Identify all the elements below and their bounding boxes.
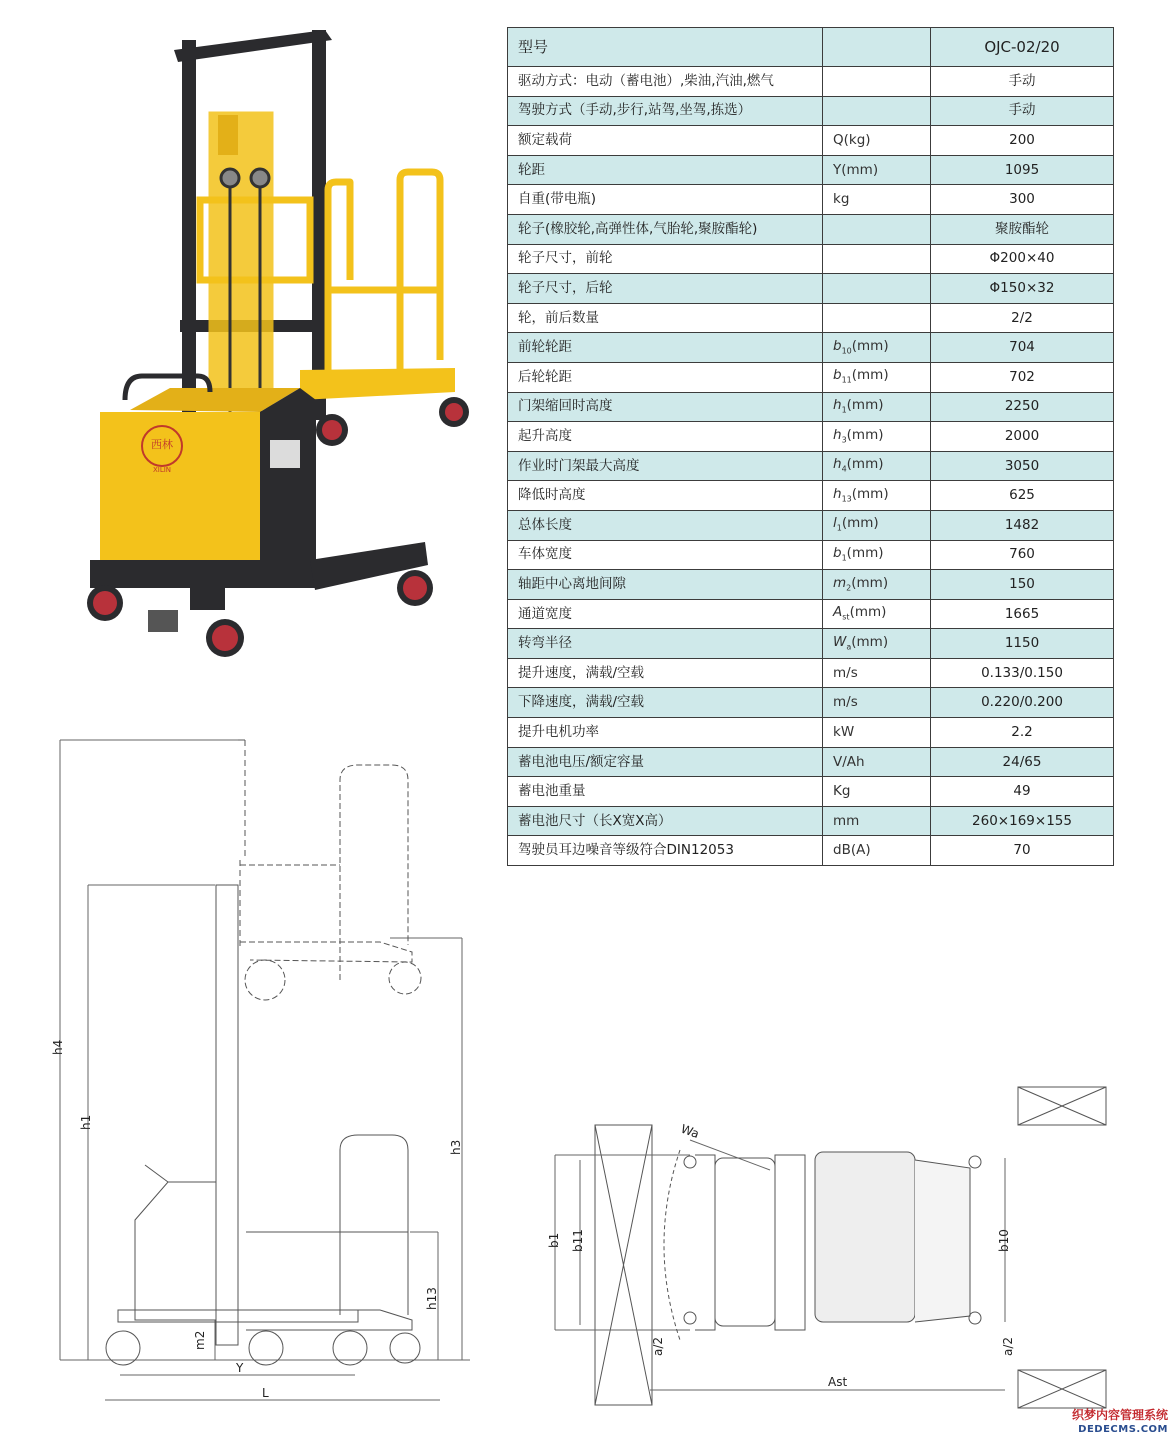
spec-label: 驾驶员耳边噪音等级符合DIN12053 bbox=[508, 836, 823, 866]
spec-label: 轮距 bbox=[508, 155, 823, 185]
spec-value: 70 bbox=[931, 836, 1114, 866]
spec-row bbox=[508, 540, 1114, 570]
platform-guardrail bbox=[328, 172, 440, 370]
spec-label: 门架缩回时高度 bbox=[508, 392, 823, 422]
spec-row bbox=[508, 67, 1114, 97]
spec-symbol: m bbox=[833, 574, 847, 591]
spec-value: 聚胺酯轮 bbox=[931, 214, 1114, 244]
spec-unit bbox=[823, 274, 931, 304]
spec-row bbox=[508, 96, 1114, 126]
hydraulic-cylinder bbox=[218, 115, 238, 155]
side-view-drawing bbox=[40, 720, 500, 1420]
spec-label: 作业时门架最大高度 bbox=[508, 451, 823, 481]
spec-label: 轮，前后数量 bbox=[508, 303, 823, 333]
spec-symbol-sub: a bbox=[846, 642, 852, 652]
spec-unit bbox=[823, 422, 931, 452]
spec-unit-text: kg bbox=[833, 191, 850, 208]
spec-unit-text: (mm) bbox=[851, 367, 889, 384]
spec-label: 转弯半径 bbox=[508, 629, 823, 659]
spec-label: 轴距中心离地间隙 bbox=[508, 570, 823, 600]
spec-label: 轮子尺寸，后轮 bbox=[508, 274, 823, 304]
lift-carriage bbox=[200, 115, 310, 405]
spec-value: 手动 bbox=[931, 67, 1114, 97]
spec-symbol: h bbox=[833, 485, 842, 502]
spec-unit-text: (mm) bbox=[849, 604, 887, 621]
spec-unit-text: m/s bbox=[833, 664, 858, 681]
spec-row bbox=[508, 126, 1114, 156]
spec-label: 总体长度 bbox=[508, 510, 823, 540]
spec-unit bbox=[823, 155, 931, 185]
spec-value: 150 bbox=[931, 570, 1114, 600]
spec-row bbox=[508, 599, 1114, 629]
spec-value: 1150 bbox=[931, 629, 1114, 659]
spec-symbol: b bbox=[833, 337, 842, 354]
spec-unit-text: kW bbox=[833, 723, 855, 740]
spec-label: 蓄电池尺寸（长X宽X高） bbox=[508, 806, 823, 836]
product-photo bbox=[70, 20, 490, 670]
spec-header-unit bbox=[823, 28, 931, 67]
spec-unit bbox=[823, 629, 931, 659]
dim-ast: Ast bbox=[828, 1375, 848, 1389]
spec-unit-text: (mm) bbox=[851, 574, 889, 591]
spec-label: 后轮轮距 bbox=[508, 362, 823, 392]
spec-unit bbox=[823, 658, 931, 688]
spec-unit bbox=[823, 481, 931, 511]
spec-value: 49 bbox=[931, 777, 1114, 807]
spec-row bbox=[508, 510, 1114, 540]
spec-symbol: b bbox=[833, 367, 842, 384]
watermark-cn: 织梦内容管理系统 bbox=[1071, 1408, 1168, 1422]
spec-value: 702 bbox=[931, 362, 1114, 392]
svg-text:XILIN: XILIN bbox=[152, 466, 172, 474]
watermark bbox=[1060, 1406, 1172, 1440]
spec-symbol: h bbox=[833, 397, 842, 414]
spec-row bbox=[508, 718, 1114, 748]
spec-unit bbox=[823, 303, 931, 333]
spec-label: 前轮轮距 bbox=[508, 333, 823, 363]
spec-label: 蓄电池重量 bbox=[508, 777, 823, 807]
spec-value: 625 bbox=[931, 481, 1114, 511]
spec-unit bbox=[823, 362, 931, 392]
spec-label: 轮子(橡胶轮,高弹性体,气胎轮,聚胺酯轮) bbox=[508, 214, 823, 244]
spec-unit bbox=[823, 806, 931, 836]
spec-value: 1665 bbox=[931, 599, 1114, 629]
spec-unit bbox=[823, 510, 931, 540]
spec-label: 自重(带电瓶) bbox=[508, 185, 823, 215]
spec-value: 704 bbox=[931, 333, 1114, 363]
spec-unit bbox=[823, 688, 931, 718]
spec-label: 额定载荷 bbox=[508, 126, 823, 156]
spec-unit bbox=[823, 747, 931, 777]
spec-value: 0.220/0.200 bbox=[931, 688, 1114, 718]
dim-l: L bbox=[262, 1386, 269, 1400]
spec-unit bbox=[823, 333, 931, 363]
spec-row bbox=[508, 777, 1114, 807]
spec-label: 提升速度，满载/空载 bbox=[508, 658, 823, 688]
spec-unit-text: Q(kg) bbox=[833, 132, 871, 149]
dim-wa: Wa bbox=[678, 1121, 702, 1142]
raised-platform bbox=[240, 765, 421, 1000]
spec-unit-text: mm bbox=[833, 812, 860, 829]
spec-value: 3050 bbox=[931, 451, 1114, 481]
dim-h4: h4 bbox=[51, 1039, 65, 1055]
top-view-drawing bbox=[530, 1080, 1130, 1420]
spec-value: 200 bbox=[931, 126, 1114, 156]
spec-row bbox=[508, 481, 1114, 511]
dim-h1: h1 bbox=[79, 1114, 93, 1130]
spec-row bbox=[508, 688, 1114, 718]
spec-value: 2/2 bbox=[931, 303, 1114, 333]
spec-header-model: OJC-02/20 bbox=[931, 28, 1114, 67]
spec-row bbox=[508, 333, 1114, 363]
spec-unit-text: (mm) bbox=[851, 633, 889, 650]
dim-a2-left: a/2 bbox=[651, 1336, 665, 1356]
spec-value: 2.2 bbox=[931, 718, 1114, 748]
spec-unit-text: (mm) bbox=[846, 397, 884, 414]
svg-text:西林: 西林 bbox=[151, 438, 173, 451]
spec-unit-text: (mm) bbox=[846, 545, 884, 562]
spec-symbol: h bbox=[833, 426, 842, 443]
spec-unit bbox=[823, 570, 931, 600]
spec-unit-text: V/Ah bbox=[833, 753, 865, 770]
spec-table bbox=[507, 27, 1114, 866]
spec-value: 2250 bbox=[931, 392, 1114, 422]
spec-symbol-sub: 1 bbox=[841, 553, 847, 563]
dim-m2: m2 bbox=[193, 1330, 207, 1350]
dim-a2-right: a/2 bbox=[1001, 1336, 1015, 1356]
spec-unit-text: (mm) bbox=[841, 515, 879, 532]
spec-value: 手动 bbox=[931, 96, 1114, 126]
spec-value: 300 bbox=[931, 185, 1114, 215]
platform bbox=[300, 368, 455, 400]
spec-row bbox=[508, 274, 1114, 304]
dim-y: Y bbox=[236, 1361, 244, 1375]
lowered-platform bbox=[240, 1135, 412, 1330]
dim-h13: h13 bbox=[425, 1287, 439, 1310]
spec-label: 降低时高度 bbox=[508, 481, 823, 511]
spec-symbol-sub: 1 bbox=[836, 524, 842, 534]
spec-row bbox=[508, 362, 1114, 392]
spec-unit-text: (mm) bbox=[846, 426, 884, 443]
spec-row bbox=[508, 570, 1114, 600]
spec-label: 驾驶方式（手动,步行,站驾,坐驾,拣选） bbox=[508, 96, 823, 126]
spec-unit bbox=[823, 214, 931, 244]
spec-label: 轮子尺寸，前轮 bbox=[508, 244, 823, 274]
spec-symbol-sub: 10 bbox=[841, 346, 852, 356]
spec-value: 760 bbox=[931, 540, 1114, 570]
mast-outline bbox=[216, 740, 245, 1345]
dim-b1: b1 bbox=[547, 1232, 561, 1248]
spec-value: 1095 bbox=[931, 155, 1114, 185]
spec-unit-text: (mm) bbox=[846, 456, 884, 473]
spec-header-label: 型号 bbox=[508, 28, 823, 67]
spec-value: 260×169×155 bbox=[931, 806, 1114, 836]
spec-symbol-sub: 1 bbox=[841, 405, 847, 415]
spec-unit bbox=[823, 718, 931, 748]
spec-symbol-sub: 2 bbox=[846, 583, 852, 593]
spec-unit bbox=[823, 777, 931, 807]
spec-row bbox=[508, 658, 1114, 688]
spec-unit-text: Y(mm) bbox=[833, 161, 879, 178]
spec-row bbox=[508, 244, 1114, 274]
spec-row bbox=[508, 629, 1114, 659]
spec-label: 起升高度 bbox=[508, 422, 823, 452]
spec-row bbox=[508, 806, 1114, 836]
spec-label: 蓄电池电压/额定容量 bbox=[508, 747, 823, 777]
spec-value: 0.133/0.150 bbox=[931, 658, 1114, 688]
spec-value: 1482 bbox=[931, 510, 1114, 540]
spec-unit bbox=[823, 126, 931, 156]
battery-housing bbox=[100, 388, 316, 580]
spec-label: 下降速度，满载/空载 bbox=[508, 688, 823, 718]
spec-unit bbox=[823, 540, 931, 570]
dim-b10: b10 bbox=[997, 1229, 1011, 1252]
spec-unit bbox=[823, 244, 931, 274]
spec-symbol-sub: 13 bbox=[841, 494, 852, 504]
spec-symbol: b bbox=[833, 545, 842, 562]
spec-symbol: W bbox=[833, 633, 847, 650]
spec-unit-text: (mm) bbox=[851, 485, 889, 502]
spec-symbol: h bbox=[833, 456, 842, 473]
spec-row bbox=[508, 155, 1114, 185]
spec-symbol-sub: st bbox=[842, 612, 850, 622]
dim-b11: b11 bbox=[571, 1229, 585, 1252]
spec-unit-text: m/s bbox=[833, 694, 858, 711]
spec-value: Φ150×32 bbox=[931, 274, 1114, 304]
spec-row bbox=[508, 451, 1114, 481]
spec-unit bbox=[823, 451, 931, 481]
spec-label: 提升电机功率 bbox=[508, 718, 823, 748]
spec-row bbox=[508, 836, 1114, 866]
spec-unit-text: dB(A) bbox=[833, 842, 871, 859]
spec-row bbox=[508, 303, 1114, 333]
spec-unit bbox=[823, 836, 931, 866]
spec-label: 通道宽度 bbox=[508, 599, 823, 629]
spec-row bbox=[508, 747, 1114, 777]
spec-row bbox=[508, 422, 1114, 452]
dim-h3: h3 bbox=[449, 1139, 463, 1155]
spec-unit bbox=[823, 96, 931, 126]
spec-unit bbox=[823, 599, 931, 629]
spec-value: 2000 bbox=[931, 422, 1114, 452]
spec-symbol-sub: 3 bbox=[841, 435, 847, 445]
spec-symbol: l bbox=[833, 515, 837, 532]
spec-unit-text: (mm) bbox=[851, 337, 889, 354]
truck-top-outline bbox=[664, 1150, 981, 1340]
spec-row bbox=[508, 214, 1114, 244]
spec-row bbox=[508, 185, 1114, 215]
spec-unit bbox=[823, 67, 931, 97]
spec-unit-text: Kg bbox=[833, 783, 851, 800]
spec-header-row bbox=[508, 28, 1114, 67]
spec-symbol: A bbox=[833, 604, 843, 621]
spec-value: 24/65 bbox=[931, 747, 1114, 777]
spec-row bbox=[508, 392, 1114, 422]
spec-symbol-sub: 11 bbox=[841, 376, 852, 386]
spec-symbol-sub: 4 bbox=[841, 464, 847, 474]
spec-label: 驱动方式：电动（蓄电池）,柴油,汽油,燃气 bbox=[508, 67, 823, 97]
spec-label: 车体宽度 bbox=[508, 540, 823, 570]
watermark-en: DEDECMS.COM bbox=[1078, 1424, 1168, 1435]
spec-unit bbox=[823, 185, 931, 215]
spec-value: Φ200×40 bbox=[931, 244, 1114, 274]
spec-unit bbox=[823, 392, 931, 422]
